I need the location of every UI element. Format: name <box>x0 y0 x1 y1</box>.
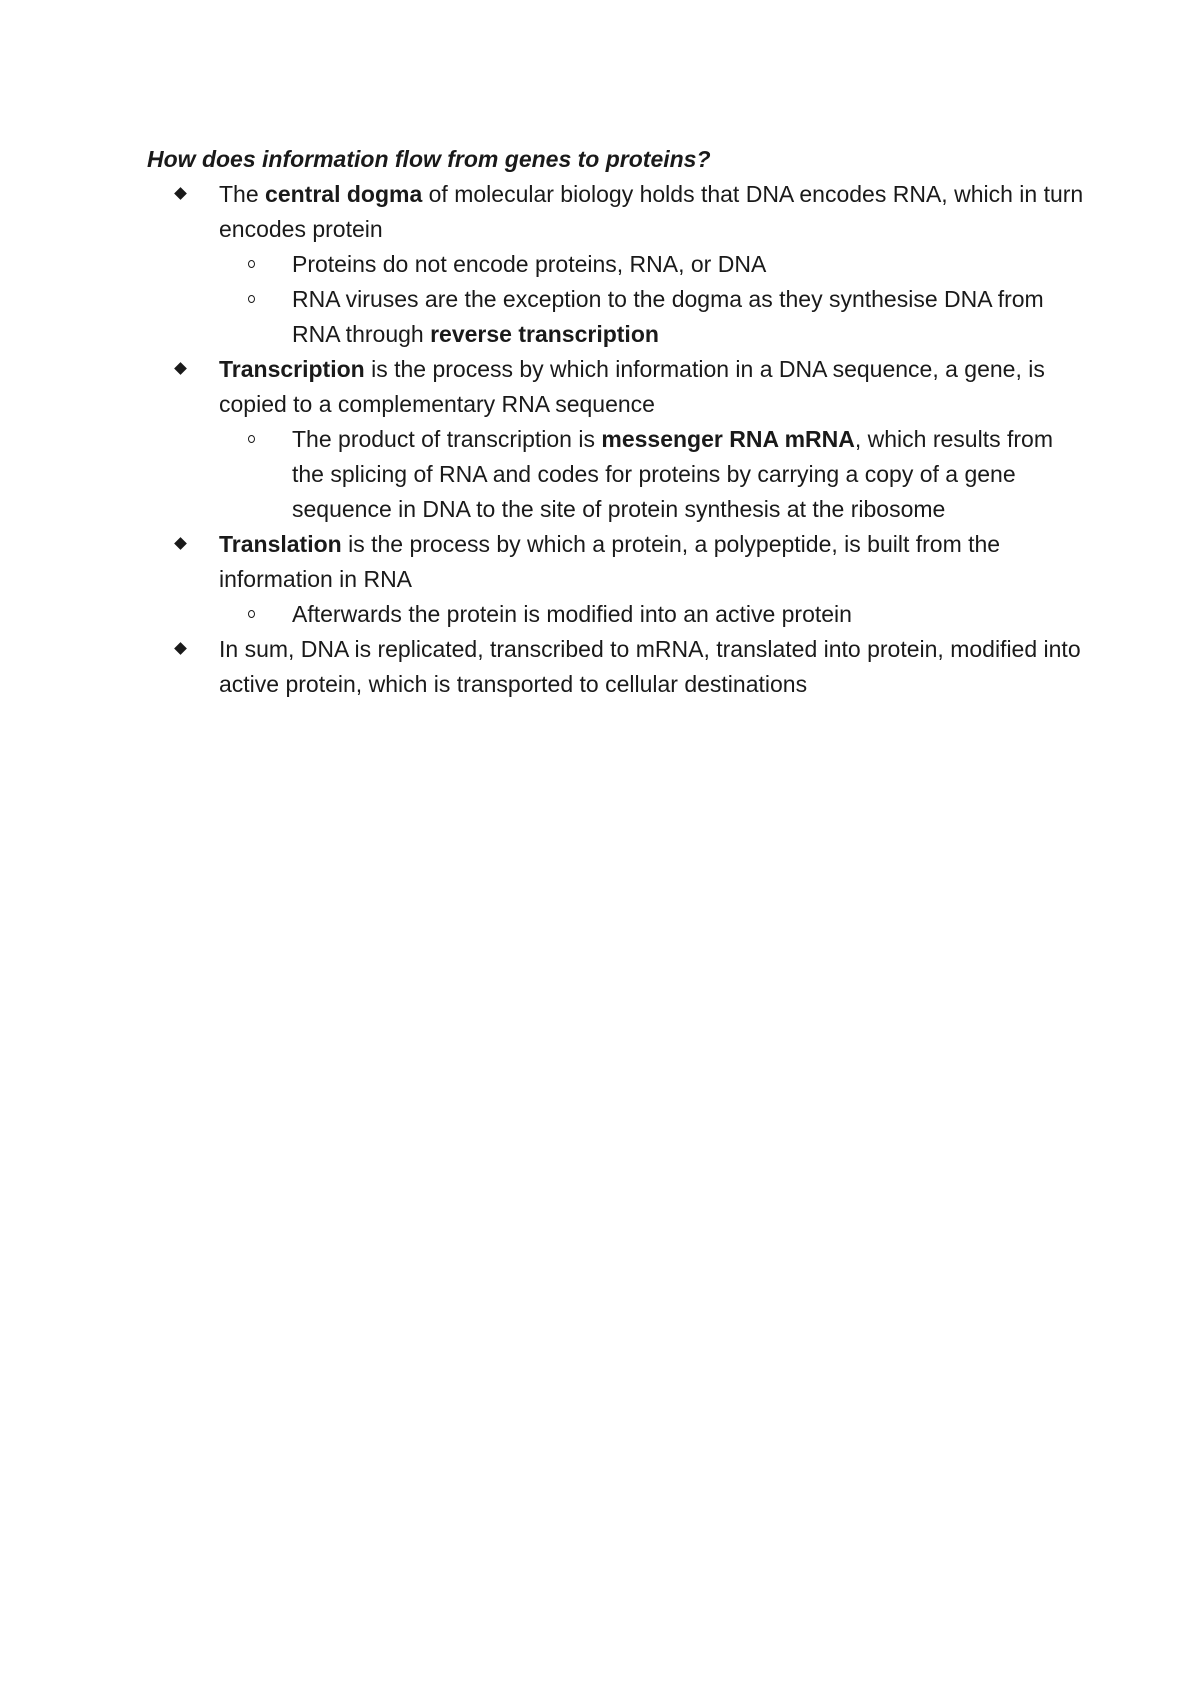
sub-list-item-text <box>292 286 1044 347</box>
sub-list-item <box>219 282 1087 352</box>
circle-bullet-icon <box>248 260 255 268</box>
sub-list-item <box>219 422 1087 527</box>
text-run: The <box>219 181 266 207</box>
document-content <box>147 142 1087 702</box>
text-run: RNA viruses are the exception to the dogma as they synthesise DNA from RNA through <box>292 286 1044 347</box>
text-run: , which results from the splicing of RNA and codes for proteins by carrying a copy of a gene sequence in DNA to the site of protein synthesis at the ribosome <box>292 426 1053 522</box>
bold-term: Translation <box>219 531 342 557</box>
text-run: is the process by which information in a DNA sequence, a gene, is copied to a complementary RNA sequence <box>219 356 1045 417</box>
list-item-text <box>219 531 1000 592</box>
sub-bullet-list <box>219 422 1087 527</box>
sub-list-item-text <box>292 426 1053 522</box>
sub-bullet-list <box>219 247 1087 352</box>
text-run: of molecular biology holds that DNA encodes RNA, which in turn encodes protein <box>219 181 1084 242</box>
circle-bullet-icon <box>248 435 255 443</box>
sub-list-item <box>219 247 1087 282</box>
sub-list-item-text <box>292 601 852 627</box>
list-item <box>147 527 1087 632</box>
section-heading: How does information flow from genes to proteins? <box>147 146 711 172</box>
diamond-bullet-icon <box>174 537 187 550</box>
diamond-bullet-icon <box>174 642 187 655</box>
list-item-text <box>219 181 1083 242</box>
bold-term: messenger RNA mRNA <box>601 426 855 452</box>
text-run: Afterwards the protein is modified into an active protein <box>292 601 852 627</box>
list-item <box>147 352 1087 527</box>
list-item <box>147 177 1087 352</box>
text-run: is the process by which a protein, a polypeptide, is built from the information in RNA <box>219 531 1001 592</box>
list-item <box>147 632 1087 702</box>
diamond-bullet-icon <box>174 362 187 375</box>
bold-term: Transcription <box>219 356 365 382</box>
circle-bullet-icon <box>248 610 255 618</box>
list-item-text <box>219 356 1045 417</box>
diamond-bullet-icon <box>174 187 187 200</box>
bold-term: central dogma <box>265 181 423 207</box>
bullet-list <box>147 177 1087 702</box>
text-run: In sum, DNA is replicated, transcribed to mRNA, translated into protein, modified into active protein, which is transported to cellular destinations <box>219 636 1081 697</box>
text-run: The product of transcription is <box>292 426 602 452</box>
circle-bullet-icon <box>248 295 255 303</box>
bold-term: reverse transcription <box>430 321 659 347</box>
sub-bullet-list <box>219 597 1087 632</box>
text-run: Proteins do not encode proteins, RNA, or DNA <box>292 251 767 277</box>
sub-list-item-text <box>292 251 766 277</box>
list-item-text <box>219 636 1081 697</box>
sub-list-item <box>219 597 1087 632</box>
